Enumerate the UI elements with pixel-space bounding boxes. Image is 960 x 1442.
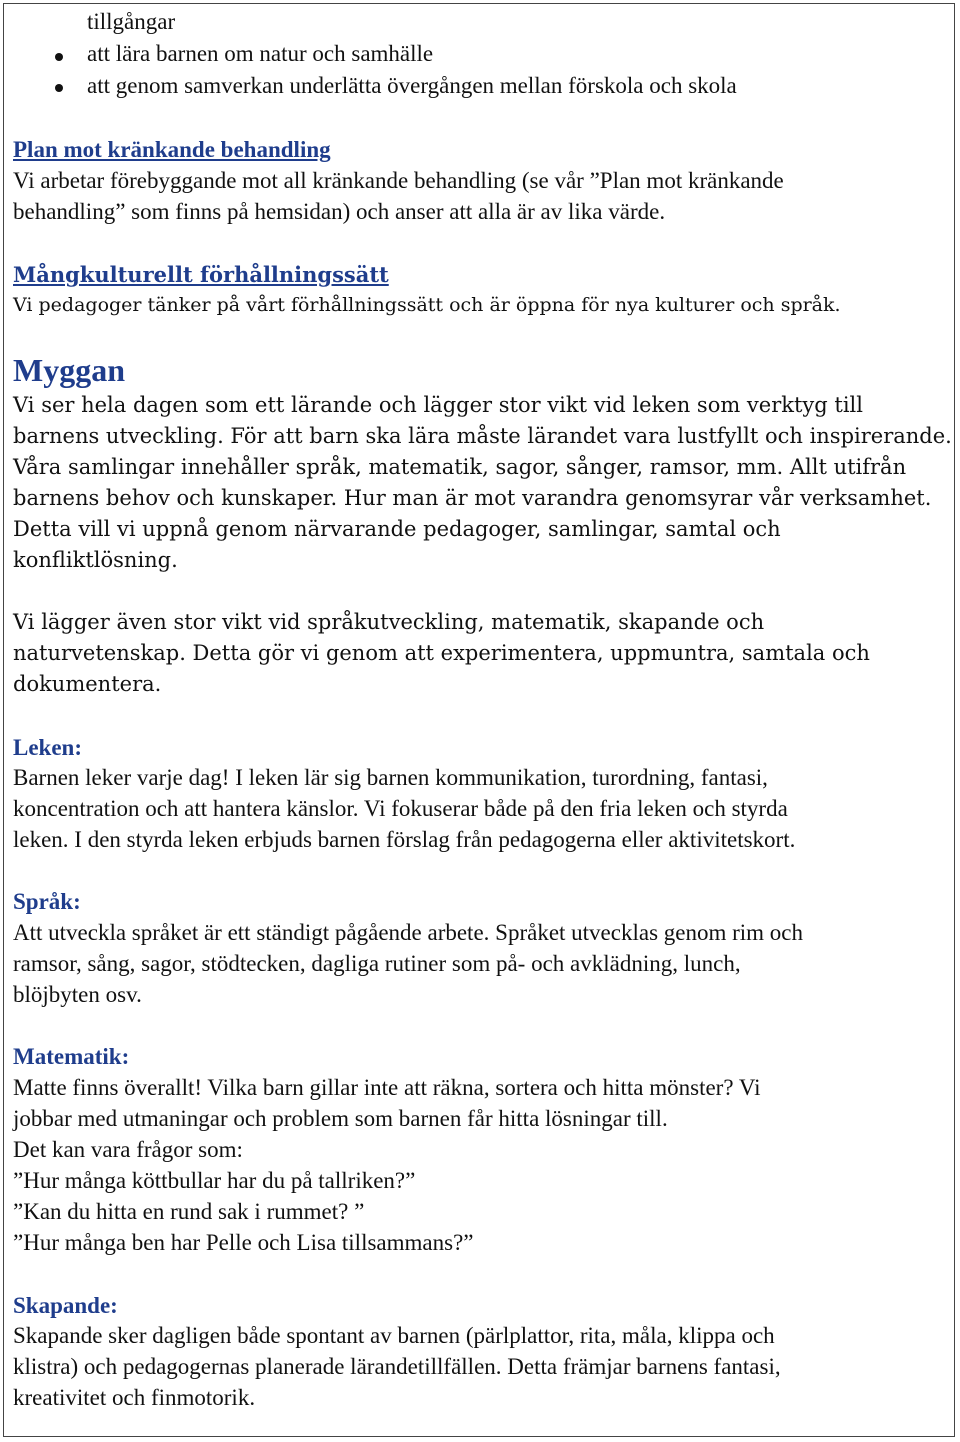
myggan-text-line: Vi lägger även stor vikt vid språkutveckling, matematik, skapande och — [13, 610, 765, 634]
document-page — [3, 3, 955, 1437]
bullet-icon — [55, 84, 63, 92]
mangkulturellt-text: Vi pedagoger tänker på vårt förhållningssätt och är öppna för nya kulturer och språk. — [13, 294, 841, 316]
bullet-icon — [55, 53, 63, 61]
heading-matematik: Matematik: — [13, 1044, 130, 1069]
myggan-text-line: Våra samlingar innehåller språk, matematik, sagor, sånger, ramsor, mm. Allt utifrån — [13, 455, 907, 479]
heading-mangkulturellt: Mångkulturellt förhållningssätt — [13, 262, 389, 287]
myggan-text-line: Detta vill vi uppnå genom närvarande pedagoger, samlingar, samtal och — [13, 517, 781, 541]
bullet-item: att genom samverkan underlätta övergången mellan förskola och skola — [87, 73, 737, 98]
heading-sprak: Språk: — [13, 889, 81, 914]
heading-skapande: Skapande: — [13, 1293, 118, 1318]
skapande-text-line: kreativitet och finmotorik. — [13, 1385, 256, 1410]
leken-text-line: koncentration och att hantera känslor. Vi fokuserar både på den fria leken och styrda — [13, 796, 788, 821]
leken-text-line: Barnen leker varje dag! I leken lär sig barnen kommunikation, turordning, fantasi, — [13, 765, 768, 790]
myggan-text-line: barnens behov och kunskaper. Hur man är mot varandra genomsyrar vår verksamhet. — [13, 486, 932, 510]
plan-text-line: behandling” som finns på hemsidan) och anser att alla är av lika värde. — [13, 199, 666, 224]
matematik-question: ”Kan du hitta en rund sak i rummet? ” — [13, 1199, 365, 1224]
myggan-text-line: dokumentera. — [13, 672, 162, 696]
sprak-text-line: blöjbyten osv. — [13, 982, 142, 1007]
heading-leken: Leken: — [13, 735, 82, 760]
myggan-text-line: naturvetenskap. Detta gör vi genom att experimentera, uppmuntra, samtala och — [13, 641, 870, 665]
sprak-text-line: ramsor, sång, sagor, stödtecken, dagliga rutiner som på- och avklädning, lunch, — [13, 951, 741, 976]
plan-text-line: Vi arbetar förebyggande mot all kränkande behandling (se vår ”Plan mot kränkande — [13, 168, 784, 193]
myggan-text-line: Vi ser hela dagen som ett lärande och lägger stor vikt vid leken som verktyg till — [13, 393, 863, 417]
sprak-text-line: Att utveckla språket är ett ständigt pågående arbete. Språket utvecklas genom rim och — [13, 920, 804, 945]
matematik-question: ”Hur många ben har Pelle och Lisa tillsammans?” — [13, 1230, 474, 1255]
matematik-question: ”Hur många köttbullar har du på tallriken?” — [13, 1168, 416, 1193]
matematik-text-line: Det kan vara frågor som: — [13, 1137, 243, 1162]
matematik-text-line: Matte finns överallt! Vilka barn gillar inte att räkna, sortera och hitta mönster? Vi — [13, 1075, 761, 1100]
heading-myggan: Myggan — [13, 352, 125, 388]
myggan-text-line: konfliktlösning. — [13, 548, 178, 572]
intro-line: tillgångar — [87, 9, 176, 34]
matematik-text-line: jobbar med utmaningar och problem som barnen får hitta lösningar till. — [13, 1106, 668, 1131]
myggan-text-line: barnens utveckling. För att barn ska lära måste lärandet vara lustfyllt och inspirerande. — [13, 424, 952, 448]
bullet-item: att lära barnen om natur och samhälle — [87, 41, 434, 66]
skapande-text-line: klistra) och pedagogernas planerade lärandetillfällen. Detta främjar barnens fantasi, — [13, 1354, 781, 1379]
heading-plan: Plan mot kränkande behandling — [13, 137, 331, 162]
leken-text-line: leken. I den styrda leken erbjuds barnen förslag från pedagogerna eller aktivitetskort. — [13, 827, 796, 852]
skapande-text-line: Skapande sker dagligen både spontant av barnen (pärlplattor, rita, måla, klippa och — [13, 1323, 775, 1348]
